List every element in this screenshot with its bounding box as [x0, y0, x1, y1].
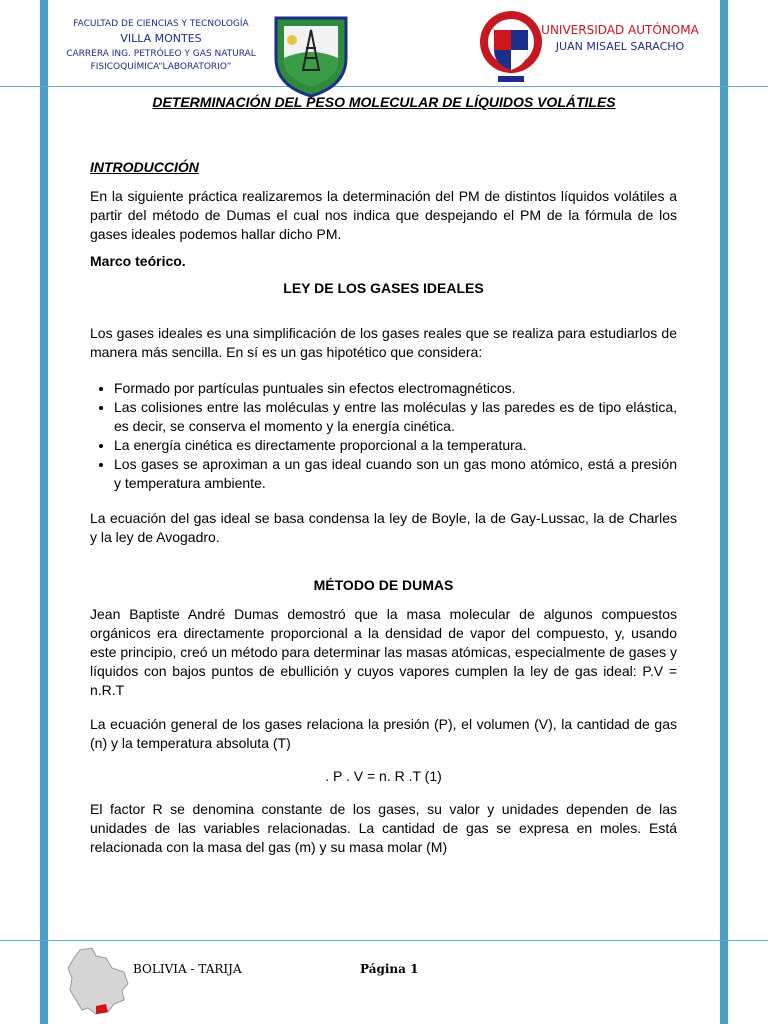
introduction-paragraph: En la siguiente práctica realizaremos la determinación del PM de distintos líquidos volátiles a partir del método de Dumas el cual nos indica que despejando el PM de la fórmula de los gases ideales podemos hallar dicho PM.	[90, 188, 677, 242]
footer-rule	[0, 940, 768, 941]
dumas-heading: MÉTODO DE DUMAS	[313, 577, 454, 593]
dumas-paragraph-3: El factor R se denomina constante de los gases, su valor y unidades dependen de las unidades de las variables relacionadas. La cantidad de gas se expresa en moles. Está relacionada con la masa del gas (m) y su masa molar (M)	[90, 801, 677, 855]
footer-page-number: Página 1	[360, 962, 419, 976]
campus-name: VILLA MONTES	[120, 32, 202, 45]
ideal-gas-heading: LEY DE LOS GASES IDEALES	[283, 280, 484, 296]
document-body	[90, 158, 677, 857]
ideal-gas-bullet-list	[90, 379, 677, 493]
faculty-header	[56, 18, 266, 74]
list-item: • Los gases se aproximan a un gas ideal cuando son un gas mono atómico, está a presión y temperatura ambiente.	[114, 455, 677, 493]
list-item: • Las colisiones entre las moléculas y entre las moléculas y las paredes es de tipo elástica, es decir, se conserva el momento y la energía cinética.	[114, 398, 677, 436]
bolivia-map-icon	[62, 946, 134, 1018]
subject-name: FISICOQUÍMICA“LABORATORIO”	[90, 62, 232, 72]
dumas-paragraph-2: La ecuación general de los gases relaciona la presión (P), el volumen (V), la cantidad de gas (n) y la temperatura absoluta (T)	[90, 716, 677, 751]
faculty-name: FACULTAD DE CIENCIAS Y TECNOLOGÍA	[73, 19, 249, 29]
university-name: UNIVERSIDAD AUTÓNOMA	[541, 23, 699, 37]
ideal-gas-paragraph: Los gases ideales es una simplificación de los gases reales que se realiza para estudiarlos de manera más sencilla. En sí es un gas hipotético que considera:	[90, 325, 677, 360]
document-title: DETERMINACIÓN DEL PESO MOLECULAR DE LÍQUIDOS VOLÁTILES	[152, 94, 616, 110]
dumas-paragraph-1: Jean Baptiste André Dumas demostró que la masa molecular de algunos compuestos orgánicos era directamente proporcional a la densidad de vapor del compuesto, y, usando este principio, creó un método para determinar las masas atómicas, especialmente de gases y líquidos con bajos puntos de ebullición y cuyos vapores cumplen la ley de gas ideal: P.V = n.R.T	[90, 606, 677, 698]
university-header	[540, 22, 700, 55]
header-rule	[0, 86, 768, 87]
university-seal-logo	[478, 8, 544, 84]
footer-location: BOLIVIA - TARIJA	[133, 962, 242, 976]
ideal-gas-closing-paragraph: La ecuación del gas ideal se basa condensa la ley de Boyle, la de Gay-Lussac, la de Charles y la ley de Avogadro.	[90, 510, 677, 545]
right-frame-bar	[720, 0, 728, 1024]
introduction-heading: INTRODUCCIÓN	[90, 159, 199, 175]
marco-teorico-heading: Marco teórico.	[90, 253, 186, 269]
list-item: • Formado por partículas puntuales sin efectos electromagnéticos.	[114, 379, 677, 398]
ideal-gas-equation: . P . V = n. R .T (1)	[325, 768, 442, 784]
university-subname: JUAN MISAEL SARACHO	[555, 40, 685, 53]
left-frame-bar	[40, 0, 48, 1024]
faculty-shield-logo	[270, 12, 352, 98]
list-item: • La energía cinética es directamente proporcional a la temperatura.	[114, 436, 677, 455]
career-name: CARRERA ING. PETRÓLEO Y GAS NATURAL	[66, 49, 256, 59]
